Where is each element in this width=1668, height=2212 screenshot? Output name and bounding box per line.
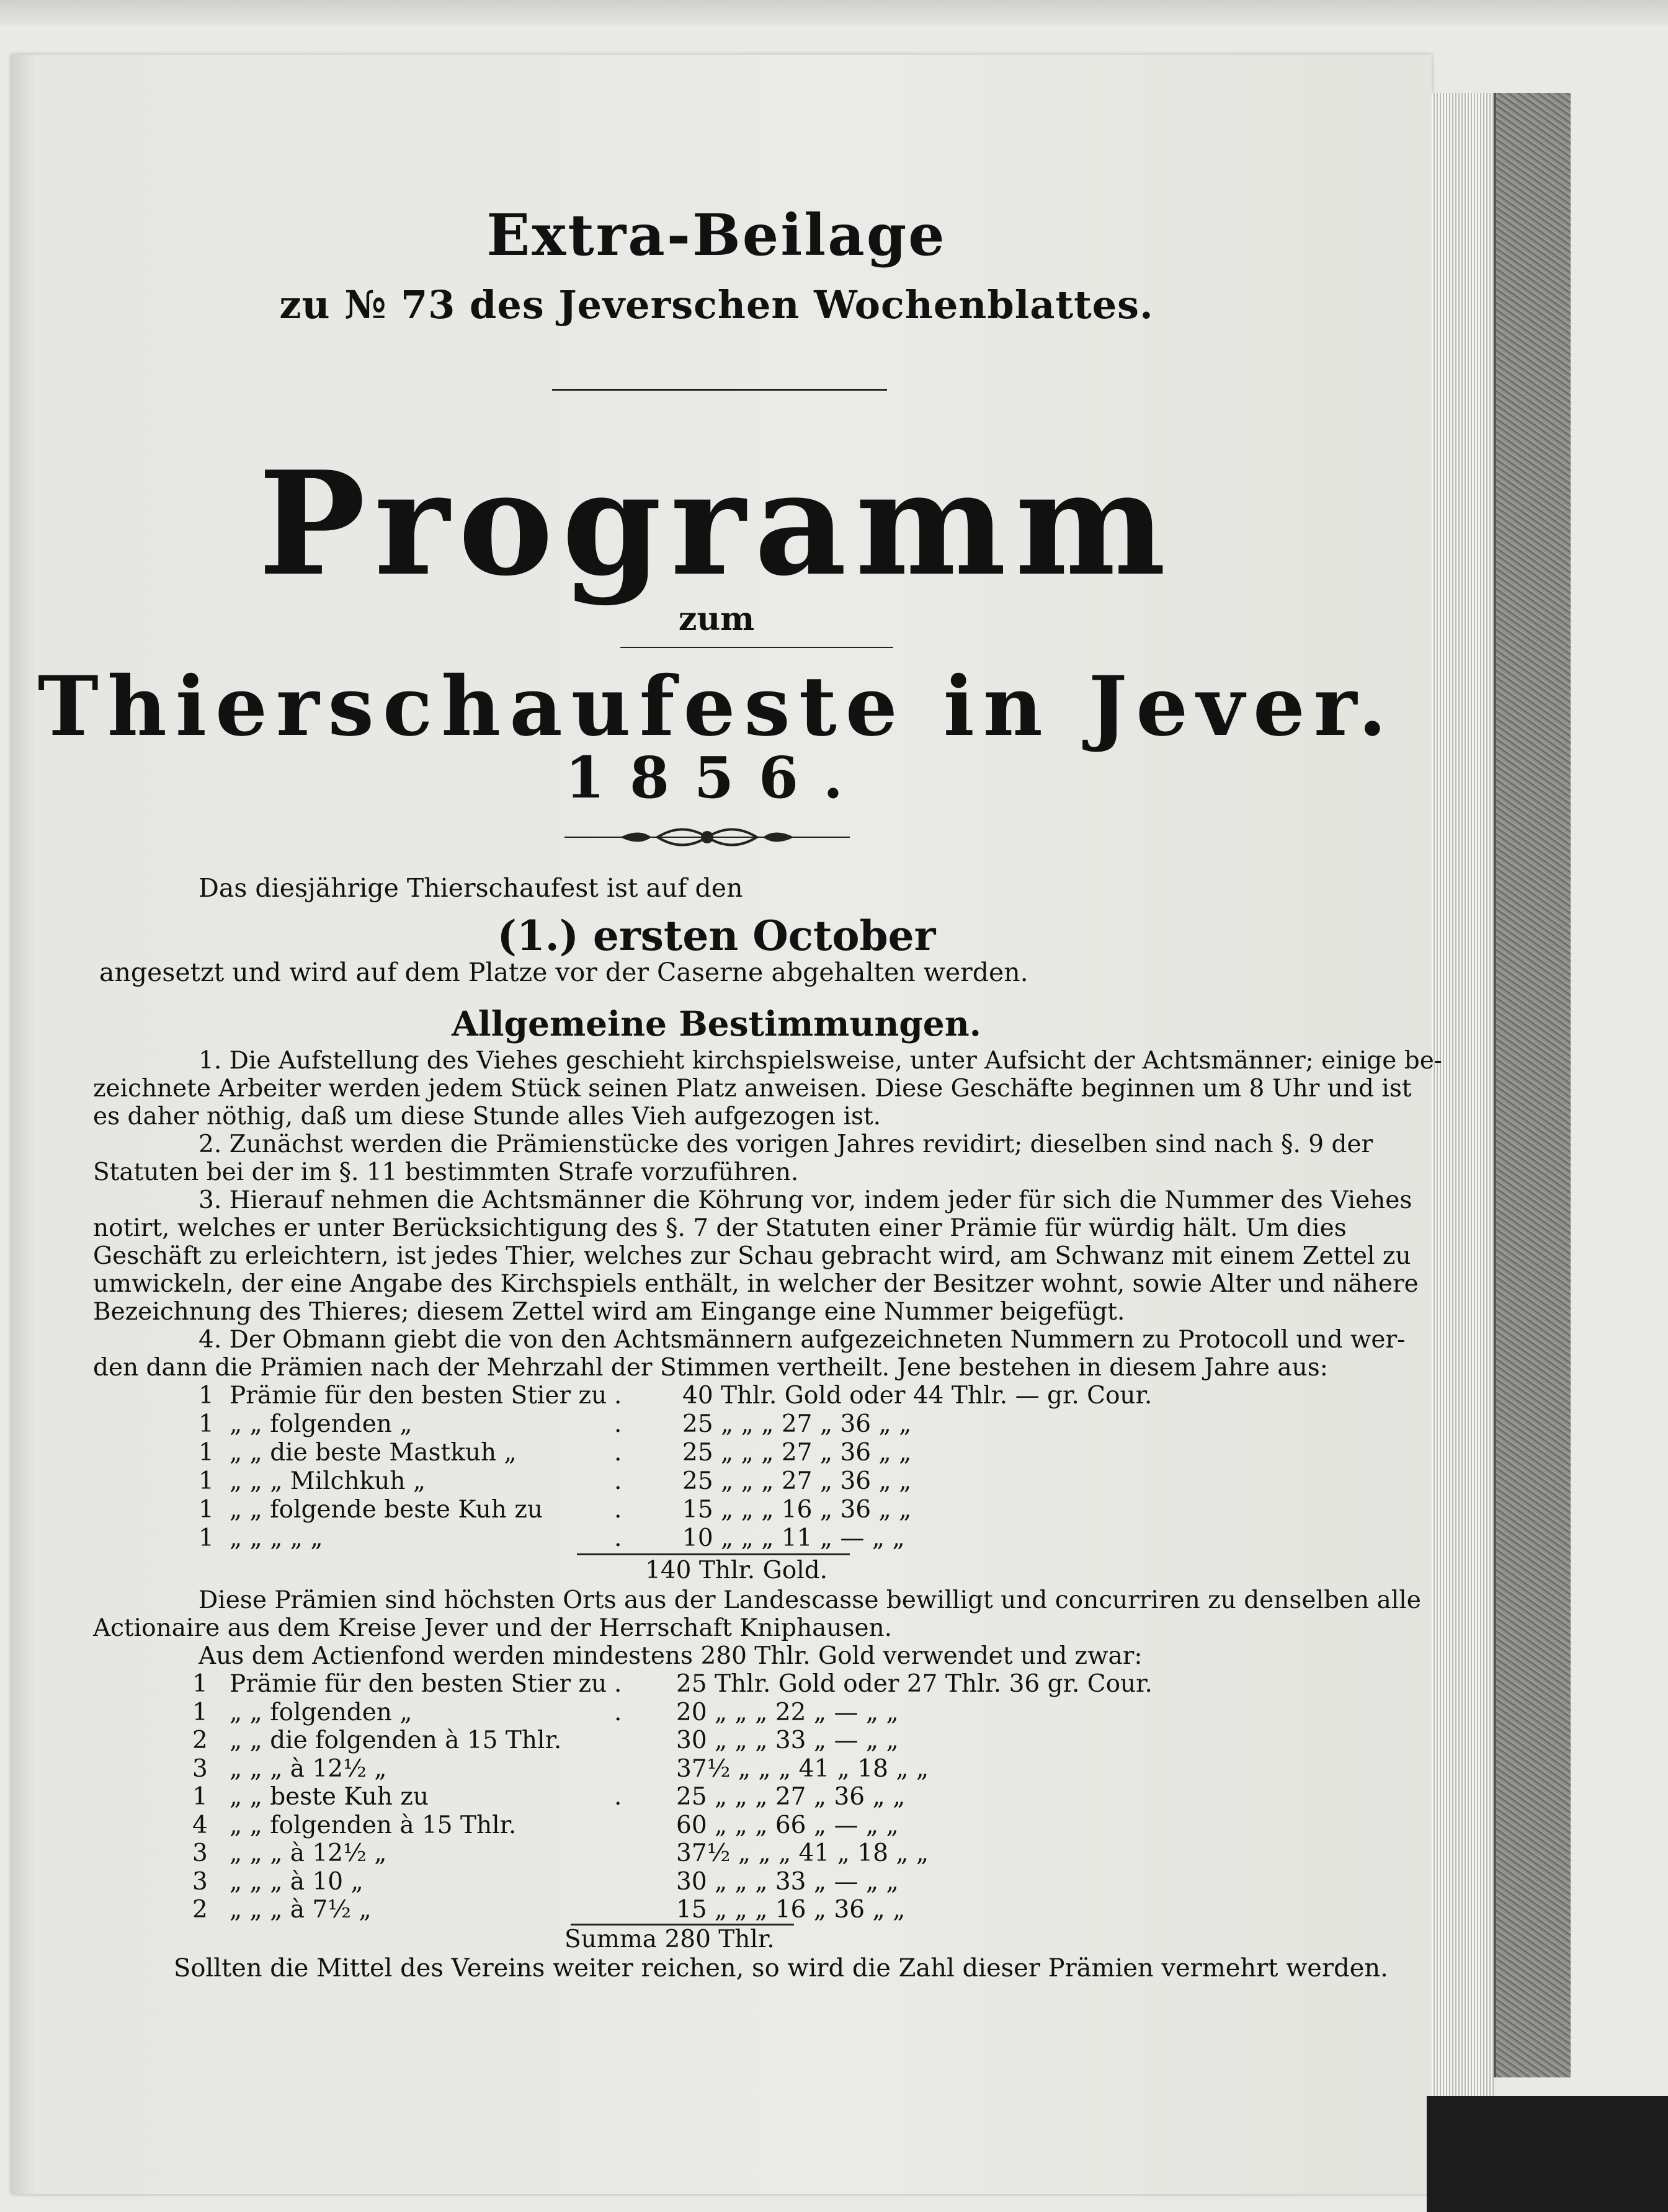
table-2-total: Summa 280 Thlr.	[564, 1926, 775, 1953]
program-title: Programm	[258, 440, 1175, 608]
table-row	[186, 1839, 1303, 1868]
closing-line: Sollten die Mittel des Vereins weiter reichen, so wird die Zahl dieser Prämien vermehrt werden.	[174, 1954, 1388, 1983]
table-cell: 1	[198, 1439, 214, 1467]
table-row	[192, 1496, 1309, 1524]
table-cell: .	[614, 1439, 622, 1467]
ornament-icon	[558, 819, 856, 856]
table-1-sum-rule	[577, 1553, 850, 1555]
intro-line: Das diesjährige Thierschaufest ist auf den	[198, 873, 743, 903]
table-cell: 25 „ „ „ 27 „ 36 „ „	[676, 1783, 906, 1811]
table-cell: „ „ „ à 7½ „	[230, 1896, 372, 1924]
section-heading: Allgemeine Bestimmungen.	[452, 1003, 981, 1044]
paragraph-line: zeichnete Arbeiter werden jedem Stück seinen Platz anweisen. Diese Geschäfte beginnen um 8 Uhr und ist	[93, 1075, 1412, 1103]
table-cell: 1	[192, 1698, 208, 1726]
table-cell: „ „ „ à 12½ „	[230, 1754, 387, 1783]
table-cell: „ „ folgenden „	[230, 1410, 413, 1438]
festival-date: (1.) ersten October	[497, 912, 936, 960]
table-cell: .	[614, 1670, 622, 1698]
book-cover-board	[1494, 93, 1571, 2077]
table-cell: 20 „ „ „ 22 „ — „ „	[676, 1698, 899, 1726]
table-row	[192, 1382, 1309, 1410]
table-cell: 1	[198, 1467, 214, 1495]
table-row	[186, 1755, 1303, 1783]
table-cell: 1	[198, 1496, 214, 1524]
scan-top-margin	[0, 0, 1668, 25]
table-cell: .	[614, 1382, 622, 1410]
table-cell: 37½ „ „ „ 41 „ 18 „ „	[676, 1839, 929, 1867]
table-cell: 40 Thlr. Gold oder 44 Thlr. — gr. Cour.	[682, 1382, 1153, 1410]
table-row	[186, 1783, 1303, 1811]
paragraph-line: Statuten bei der im §. 11 bestimmten Strafe vorzuführen.	[93, 1158, 799, 1186]
table-row	[186, 1726, 1303, 1755]
table-cell: .	[614, 1410, 622, 1438]
table-cell: 1	[198, 1410, 214, 1438]
title-connector: zum	[678, 600, 755, 638]
table-cell: 1	[192, 1783, 208, 1811]
table-cell: Prämie für den besten Stier zu	[230, 1670, 607, 1698]
paragraph-line: 2. Zunächst werden die Prämienstücke des vorigen Jahres revidirt; dieselben sind nach §. 9 der	[198, 1130, 1373, 1158]
paragraph-line: 1. Die Aufstellung des Viehes geschieht kirchspielsweise, unter Aufsicht der Achtsmänner; einige be-	[198, 1047, 1442, 1075]
table-row	[192, 1524, 1309, 1553]
paragraph-line: 4. Der Obmann giebt die von den Achtsmännern aufgezeichneten Nummern zu Protocoll und wer-	[198, 1326, 1406, 1354]
table-cell: 4	[192, 1811, 208, 1839]
table-cell: 60 „ „ „ 66 „ — „ „	[676, 1811, 899, 1839]
table-cell: 25 „ „ „ 27 „ 36 „ „	[682, 1439, 912, 1467]
table-cell: 25 „ „ „ 27 „ 36 „ „	[682, 1467, 912, 1495]
table-1-total: 140 Thlr. Gold.	[645, 1557, 828, 1584]
table-cell: „ „ folgende beste Kuh zu	[230, 1496, 543, 1524]
paragraph-line: Diese Prämien sind höchsten Orts aus der Landescasse bewilligt und concurriren zu denselben alle	[198, 1586, 1421, 1614]
table-cell: 2	[192, 1726, 208, 1754]
table-cell: 1	[198, 1524, 214, 1552]
scan-dark-corner	[1427, 2096, 1668, 2212]
prize-table-1	[192, 1382, 1309, 1553]
table-cell: 1	[198, 1382, 214, 1410]
table-cell: .	[614, 1467, 622, 1495]
table-cell: „ „ beste Kuh zu	[230, 1783, 429, 1811]
supplement-subtitle: zu № 73 des Jeverschen Wochenblattes.	[279, 282, 1154, 327]
table-cell: „ „ „ à 10 „	[230, 1867, 363, 1896]
paragraph-line: 3. Hierauf nehmen die Achtsmänner die Köhrung vor, indem jeder für sich die Nummer des Viehes	[198, 1186, 1412, 1214]
table-cell: „ „ „ Milchkuh „	[230, 1467, 426, 1495]
event-title: Thierschaufeste in Jever.	[37, 659, 1396, 755]
paragraph-line: umwickeln, der eine Angabe des Kirchspiels enthält, in welcher der Besitzer wohnt, sowie Alter und nähere	[93, 1270, 1419, 1298]
table-row	[186, 1699, 1303, 1727]
paragraph-line: Aus dem Actienfond werden mindestens 280 Thlr. Gold verwendet und zwar:	[198, 1642, 1143, 1670]
book-page-edges	[1432, 93, 1494, 2189]
table-row	[192, 1467, 1309, 1496]
title-rule	[620, 647, 893, 648]
paragraph-line: Geschäft zu erleichtern, ist jedes Thier, welches zur Schau gebracht wird, am Schwanz mit einem Zettel zu	[93, 1242, 1411, 1270]
table-cell: 37½ „ „ „ 41 „ 18 „ „	[676, 1754, 929, 1783]
supplement-title: Extra-Beilage	[486, 202, 947, 269]
table-row	[186, 1896, 1303, 1924]
table-row	[186, 1868, 1303, 1896]
year-title: 1856.	[564, 744, 868, 811]
table-cell: 25 Thlr. Gold oder 27 Thlr. 36 gr. Cour.	[676, 1670, 1153, 1698]
table-cell: .	[614, 1496, 622, 1524]
table-cell: .	[614, 1698, 622, 1726]
table-cell: 3	[192, 1754, 208, 1783]
table-cell: „ „ „ „ „	[230, 1524, 323, 1552]
table-cell: Prämie für den besten Stier zu	[230, 1382, 607, 1410]
table-cell: 3	[192, 1839, 208, 1867]
intro-location: angesetzt und wird auf dem Platze vor der Caserne abgehalten werden.	[99, 957, 1028, 987]
table-cell: 2	[192, 1896, 208, 1924]
table-cell: .	[614, 1783, 622, 1811]
table-cell: 30 „ „ „ 33 „ — „ „	[676, 1867, 899, 1896]
table-cell: „ „ „ à 12½ „	[230, 1839, 387, 1867]
table-row	[192, 1439, 1309, 1467]
paragraph-line: es daher nöthig, daß um diese Stunde alles Vieh aufgezogen ist.	[93, 1103, 881, 1130]
table-cell: „ „ die beste Mastkuh „	[230, 1439, 517, 1467]
table-row	[192, 1410, 1309, 1439]
table-row	[186, 1670, 1303, 1699]
table-row	[186, 1811, 1303, 1840]
table-cell: .	[614, 1524, 622, 1552]
table-cell: 15 „ „ „ 16 „ 36 „ „	[682, 1496, 912, 1524]
paragraph-line: Actionaire aus dem Kreise Jever und der Herrschaft Kniphausen.	[93, 1614, 893, 1642]
paragraph-line: Bezeichnung des Thieres; diesem Zettel wird am Eingange eine Nummer beigefügt.	[93, 1298, 1125, 1326]
table-cell: „ „ folgenden „	[230, 1698, 413, 1726]
table-cell: „ „ die folgenden à 15 Thlr.	[230, 1726, 562, 1754]
paragraph-line: notirt, welches er unter Berücksichtigung des §. 7 der Statuten einer Prämie für würdig hält. Um dies	[93, 1214, 1347, 1242]
prize-table-2	[186, 1670, 1303, 1924]
paragraph-line: den dann die Prämien nach der Mehrzahl der Stimmen vertheilt. Jene bestehen in diesem Jahre aus:	[93, 1354, 1328, 1382]
header-rule	[552, 389, 887, 391]
table-cell: 25 „ „ „ 27 „ 36 „ „	[682, 1410, 912, 1438]
table-cell: 15 „ „ „ 16 „ 36 „ „	[676, 1896, 906, 1924]
table-cell: 1	[192, 1670, 208, 1698]
table-cell: 3	[192, 1867, 208, 1896]
table-cell: 30 „ „ „ 33 „ — „ „	[676, 1726, 899, 1754]
table-cell: „ „ folgenden à 15 Thlr.	[230, 1811, 517, 1839]
table-cell: 10 „ „ „ 11 „ — „ „	[682, 1524, 905, 1552]
